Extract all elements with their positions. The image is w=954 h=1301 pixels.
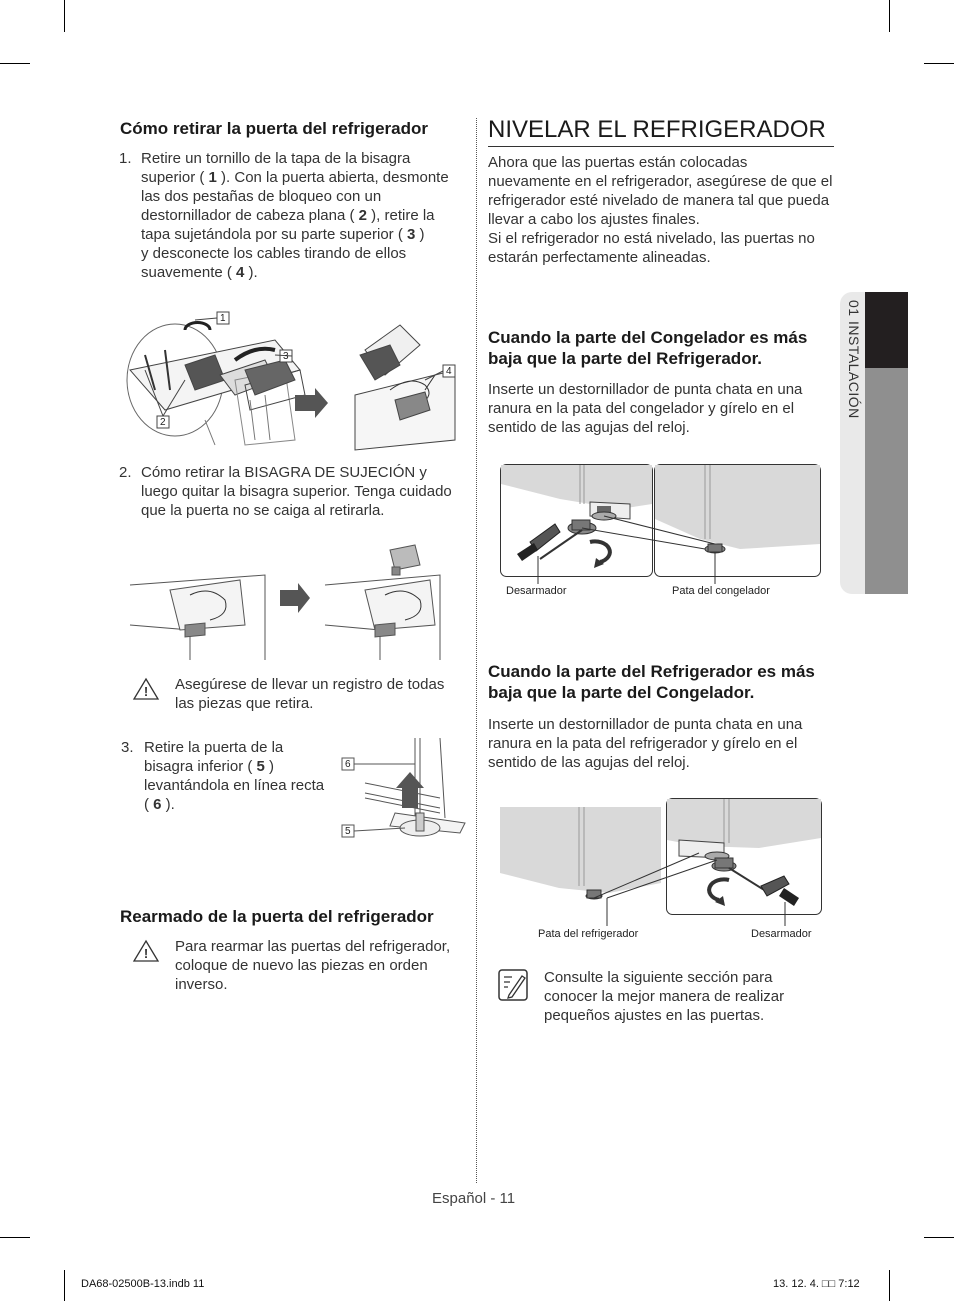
hinge-cover-removal-illustration <box>125 300 465 450</box>
step-1-line: superior ( 1 ). Con la puerta abierta, desmonte <box>141 169 449 186</box>
case2-line: Inserte un destornillador de punta chata en una <box>488 716 803 733</box>
step-3-text <box>144 738 324 814</box>
crop-mark <box>64 1270 65 1301</box>
note-text <box>544 968 834 1025</box>
callout-1: 1 <box>220 313 226 324</box>
reassemble-door-heading: Rearmado de la puerta del refrigerador <box>120 907 434 926</box>
step-1-line: Retire un tornillo de la tapa de la bisagra <box>141 150 411 167</box>
crop-mark <box>889 0 890 32</box>
caution-icon <box>133 678 159 700</box>
lower-hinge-illustration <box>340 738 465 848</box>
print-date: 13. 12. 4. □□ 7:12 <box>773 1278 860 1290</box>
case2-heading-line: Cuando la parte del Refrigerador es más <box>488 662 815 681</box>
case1-line: sentido de las agujas del reloj. <box>488 419 690 436</box>
label-fridge-leg: Pata del refrigerador <box>538 928 639 940</box>
crop-mark <box>0 63 30 64</box>
caution-text-1 <box>175 675 465 713</box>
callout-3: 3 <box>283 351 289 362</box>
step-2 <box>119 463 464 523</box>
step-3-line: bisagra inferior ( 5 ) <box>144 758 275 775</box>
label-freezer-leg: Pata del congelador <box>672 585 770 597</box>
step-2-line: Cómo retirar la BISAGRA DE SUJECIÓN y <box>141 464 427 481</box>
intro-line: Ahora que las puertas están colocadas <box>488 154 748 171</box>
step-1-text <box>141 149 449 282</box>
crop-mark <box>924 1237 954 1238</box>
callout-4: 4 <box>446 366 452 377</box>
case1-heading-line: baja que la parte del Refrigerador. <box>488 349 762 368</box>
case2-line: sentido de las agujas del reloj. <box>488 754 690 771</box>
step-2-line: luego quitar la bisagra superior. Tenga cuidado <box>141 483 452 500</box>
freezer-leg-illustration <box>500 464 822 584</box>
caution-icon <box>133 940 159 962</box>
remove-door-heading: Cómo retirar la puerta del refrigerador <box>120 119 428 138</box>
step-2-line: que la puerta no se caiga al retirarla. <box>141 502 385 519</box>
case1-text <box>488 380 838 437</box>
crop-mark <box>64 0 65 32</box>
step-3-line: Retire la puerta de la <box>144 739 284 756</box>
callout-2: 2 <box>160 417 166 428</box>
case2-line: ranura en la pata del refrigerador y gírelo en el <box>488 735 798 752</box>
caution-line: Para rearmar las puertas del refrigerador, <box>175 938 451 955</box>
step-1-line: suavemente ( 4 ). <box>141 264 258 281</box>
step-2-text <box>141 463 452 520</box>
intro-line: nuevamente en el refrigerador, asegúrese de que el <box>488 173 833 190</box>
caution-text-2 <box>175 937 465 994</box>
crop-mark <box>889 1270 890 1301</box>
svg-text:!: ! <box>143 946 149 961</box>
label-screwdriver-1: Desarmador <box>506 585 567 597</box>
side-tab-dark-block <box>865 292 908 368</box>
intro-line: refrigerador esté nivelado de manera tal que pueda <box>488 192 830 209</box>
intro-line: estarán perfectamente alineadas. <box>488 249 711 266</box>
side-tab-grey-block <box>865 368 908 594</box>
case1-heading-line: Cuando la parte del Congelador es más <box>488 328 808 347</box>
page-title: NIVELAR EL REFRIGERADOR <box>488 116 834 147</box>
note-icon <box>498 969 528 1001</box>
step-1-line: y desconecte los cables tirando de ellos <box>141 245 407 262</box>
case2-heading-line: baja que la parte del Congelador. <box>488 683 755 702</box>
step-3-number: 3. <box>121 739 134 756</box>
step-1 <box>119 149 464 289</box>
hinge-removal-illustration <box>130 545 440 660</box>
fridge-leg-illustration <box>499 798 823 928</box>
case2-heading <box>488 661 815 703</box>
step-1-line: tapa sujetándola por su parte superior ( 3 ) <box>141 226 425 243</box>
caution-line: inverso. <box>175 976 228 993</box>
case1-line: ranura en la pata del congelador y gírelo en el <box>488 400 795 417</box>
case1-line: Inserte un destornillador de punta chata en una <box>488 381 803 398</box>
caution-line: las piezas que retira. <box>175 695 314 712</box>
step-1-line: destornillador de cabeza plana ( 2 ), retire la <box>141 207 435 224</box>
step-3-line: levantándola en línea recta <box>144 777 325 794</box>
case1-heading <box>488 327 807 369</box>
intro-text <box>488 153 838 267</box>
section-tab-label: 01 INSTALACIÓN <box>846 300 862 419</box>
step-3 <box>121 738 341 818</box>
caution-line: coloque de nuevo las piezas en orden <box>175 957 428 974</box>
column-divider <box>476 118 477 1183</box>
step-1-line: las dos pestañas de bloqueo con un <box>141 188 382 205</box>
page-number: Español - 11 <box>432 1190 516 1207</box>
callout-6: 6 <box>345 759 351 770</box>
crop-mark <box>924 63 954 64</box>
note-line: Consulte la siguiente sección para <box>544 969 773 986</box>
step-2-number: 2. <box>119 464 132 481</box>
case2-text <box>488 715 838 772</box>
note-line: pequeños ajustes en las puertas. <box>544 1007 765 1024</box>
intro-line: Si el refrigerador no está nivelado, las puertas no <box>488 230 815 247</box>
svg-text:!: ! <box>143 684 149 699</box>
caution-line: Asegúrese de llevar un registro de todas <box>175 676 445 693</box>
intro-line: llevar a cabo los ajustes finales. <box>488 211 700 228</box>
note-line: conocer la mejor manera de realizar <box>544 988 785 1005</box>
step-3-line: ( 6 ). <box>144 796 175 813</box>
print-file-name: DA68-02500B-13.indb 11 <box>81 1278 205 1290</box>
callout-5: 5 <box>345 826 351 837</box>
crop-mark <box>0 1237 30 1238</box>
label-screwdriver-2: Desarmador <box>751 928 812 940</box>
step-1-number: 1. <box>119 150 132 167</box>
